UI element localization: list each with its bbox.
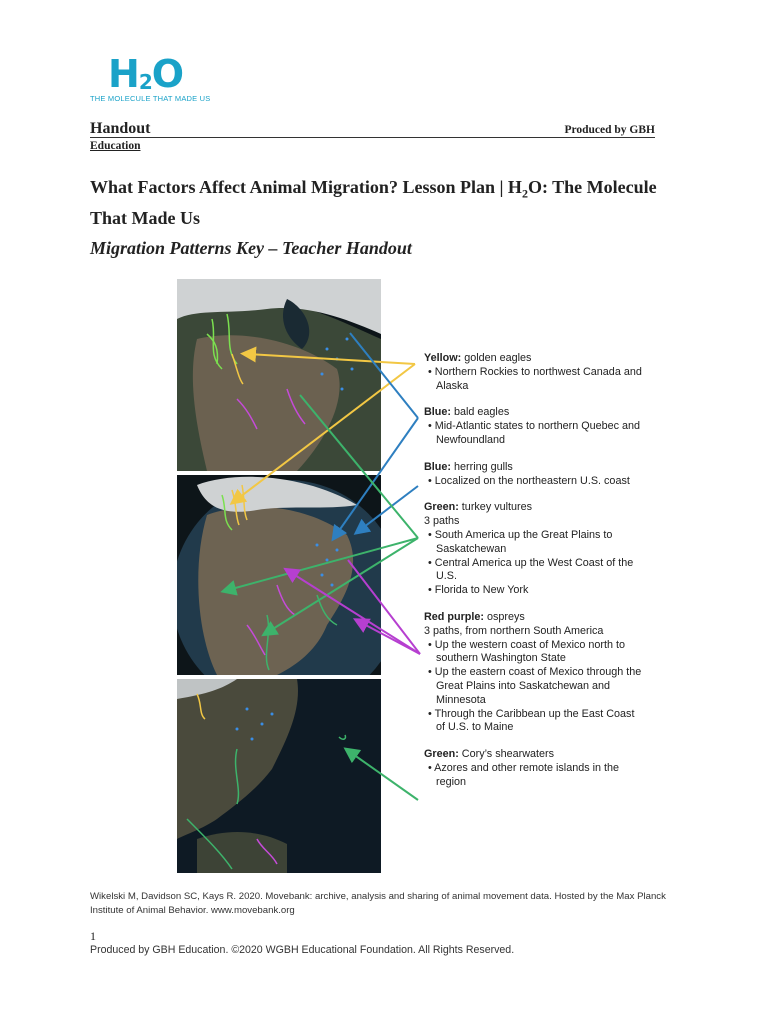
legend-ospreys: Red purple: ospreys 3 paths, from northern South America • Up the western coast of Mexico north to southern Washington State • Up the eastern coast of Mexico through the Great Plains into Saskatchewan and Minnesota • Through the Caribbean up the East Coast of U.S. to Maine <box>424 611 644 735</box>
legend-paths-note: 3 paths, from northern South America <box>424 624 604 637</box>
legend-color-label: Blue: <box>424 460 451 473</box>
page-number: 1 <box>90 929 96 943</box>
legend-bullet: • South America up the Great Plains to Saskatchewan <box>428 528 613 555</box>
legend-bullet: • Localized on the northeastern U.S. coast <box>428 474 630 487</box>
footer-copyright: Produced by GBH Education. ©2020 WGBH Educational Foundation. All Rights Reserved. <box>90 944 515 956</box>
legend-bullet: • Central America up the West Coast of the U.S. <box>428 556 634 583</box>
legend-color-label: Green: <box>424 748 459 761</box>
legend-bullet: • Up the western coast of Mexico north to southern Washington State <box>428 638 626 665</box>
legend-herring-gulls: Blue: herring gulls • Localized on the northeastern U.S. coast <box>424 461 644 489</box>
header-education: Education <box>90 140 141 152</box>
legend-bullet: • Northern Rockies to northwest Canada and Alaska <box>428 365 642 392</box>
legend-bullet: • Up the eastern coast of Mexico through the Great Plains into Saskatchewan and Minnesota <box>428 666 642 706</box>
citation: Wikelski M, Davidson SC, Kays R. 2020. Movebank: archive, analysis and sharing of animal movement data. Hosted by the Max Planck Institute of Animal Behavior. www.movebank.org <box>90 891 666 916</box>
logo-wordmark: $H_2O$ <box>108 52 184 96</box>
legend-golden-eagles: Yellow: golden eagles • Northern Rockies to northwest Canada and Alaska <box>424 352 644 393</box>
migration-legend <box>424 352 644 803</box>
legend-bald-eagles: Blue: bald eagles • Mid-Atlantic states to northern Quebec and Newfoundland <box>424 406 644 447</box>
page-title: What Factors Affect Animal Migration? Lesson Plan | $H_2O$: The Molecule That Made Us <box>90 177 657 228</box>
header-produced-by: Produced by GBH <box>564 124 655 136</box>
page-subtitle: Migration Patterns Key – Teacher Handout <box>90 238 412 258</box>
legend-bullet: • Azores and other remote islands in the region <box>428 761 620 788</box>
legend-color-label: Red purple: <box>424 610 484 623</box>
legend-color-label: Yellow: <box>424 352 462 364</box>
legend-bullet: • Florida to New York <box>428 584 529 597</box>
logo-tagline: THE MOLECULE THAT MADE US <box>90 94 211 103</box>
legend-bullet: • Mid-Atlantic states to northern Quebec and Newfoundland <box>428 420 641 446</box>
legend-paths-note: 3 paths <box>424 515 460 528</box>
legend-color-label: Blue: <box>424 406 451 419</box>
legend-color-label: Green: <box>424 501 459 514</box>
header-handout: Handout <box>90 120 151 137</box>
legend-bullet: • Through the Caribbean up the East Coast of U.S. to Maine <box>428 707 635 734</box>
legend-turkey-vultures: Green: turkey vultures 3 paths • South America up the Great Plains to Saskatchewan • Central America up the West Coast of the U.S. • Florida to New York <box>424 501 644 598</box>
legend-corys-shearwaters: Green: Cory’s shearwaters • Azores and other remote islands in the region <box>424 748 644 789</box>
